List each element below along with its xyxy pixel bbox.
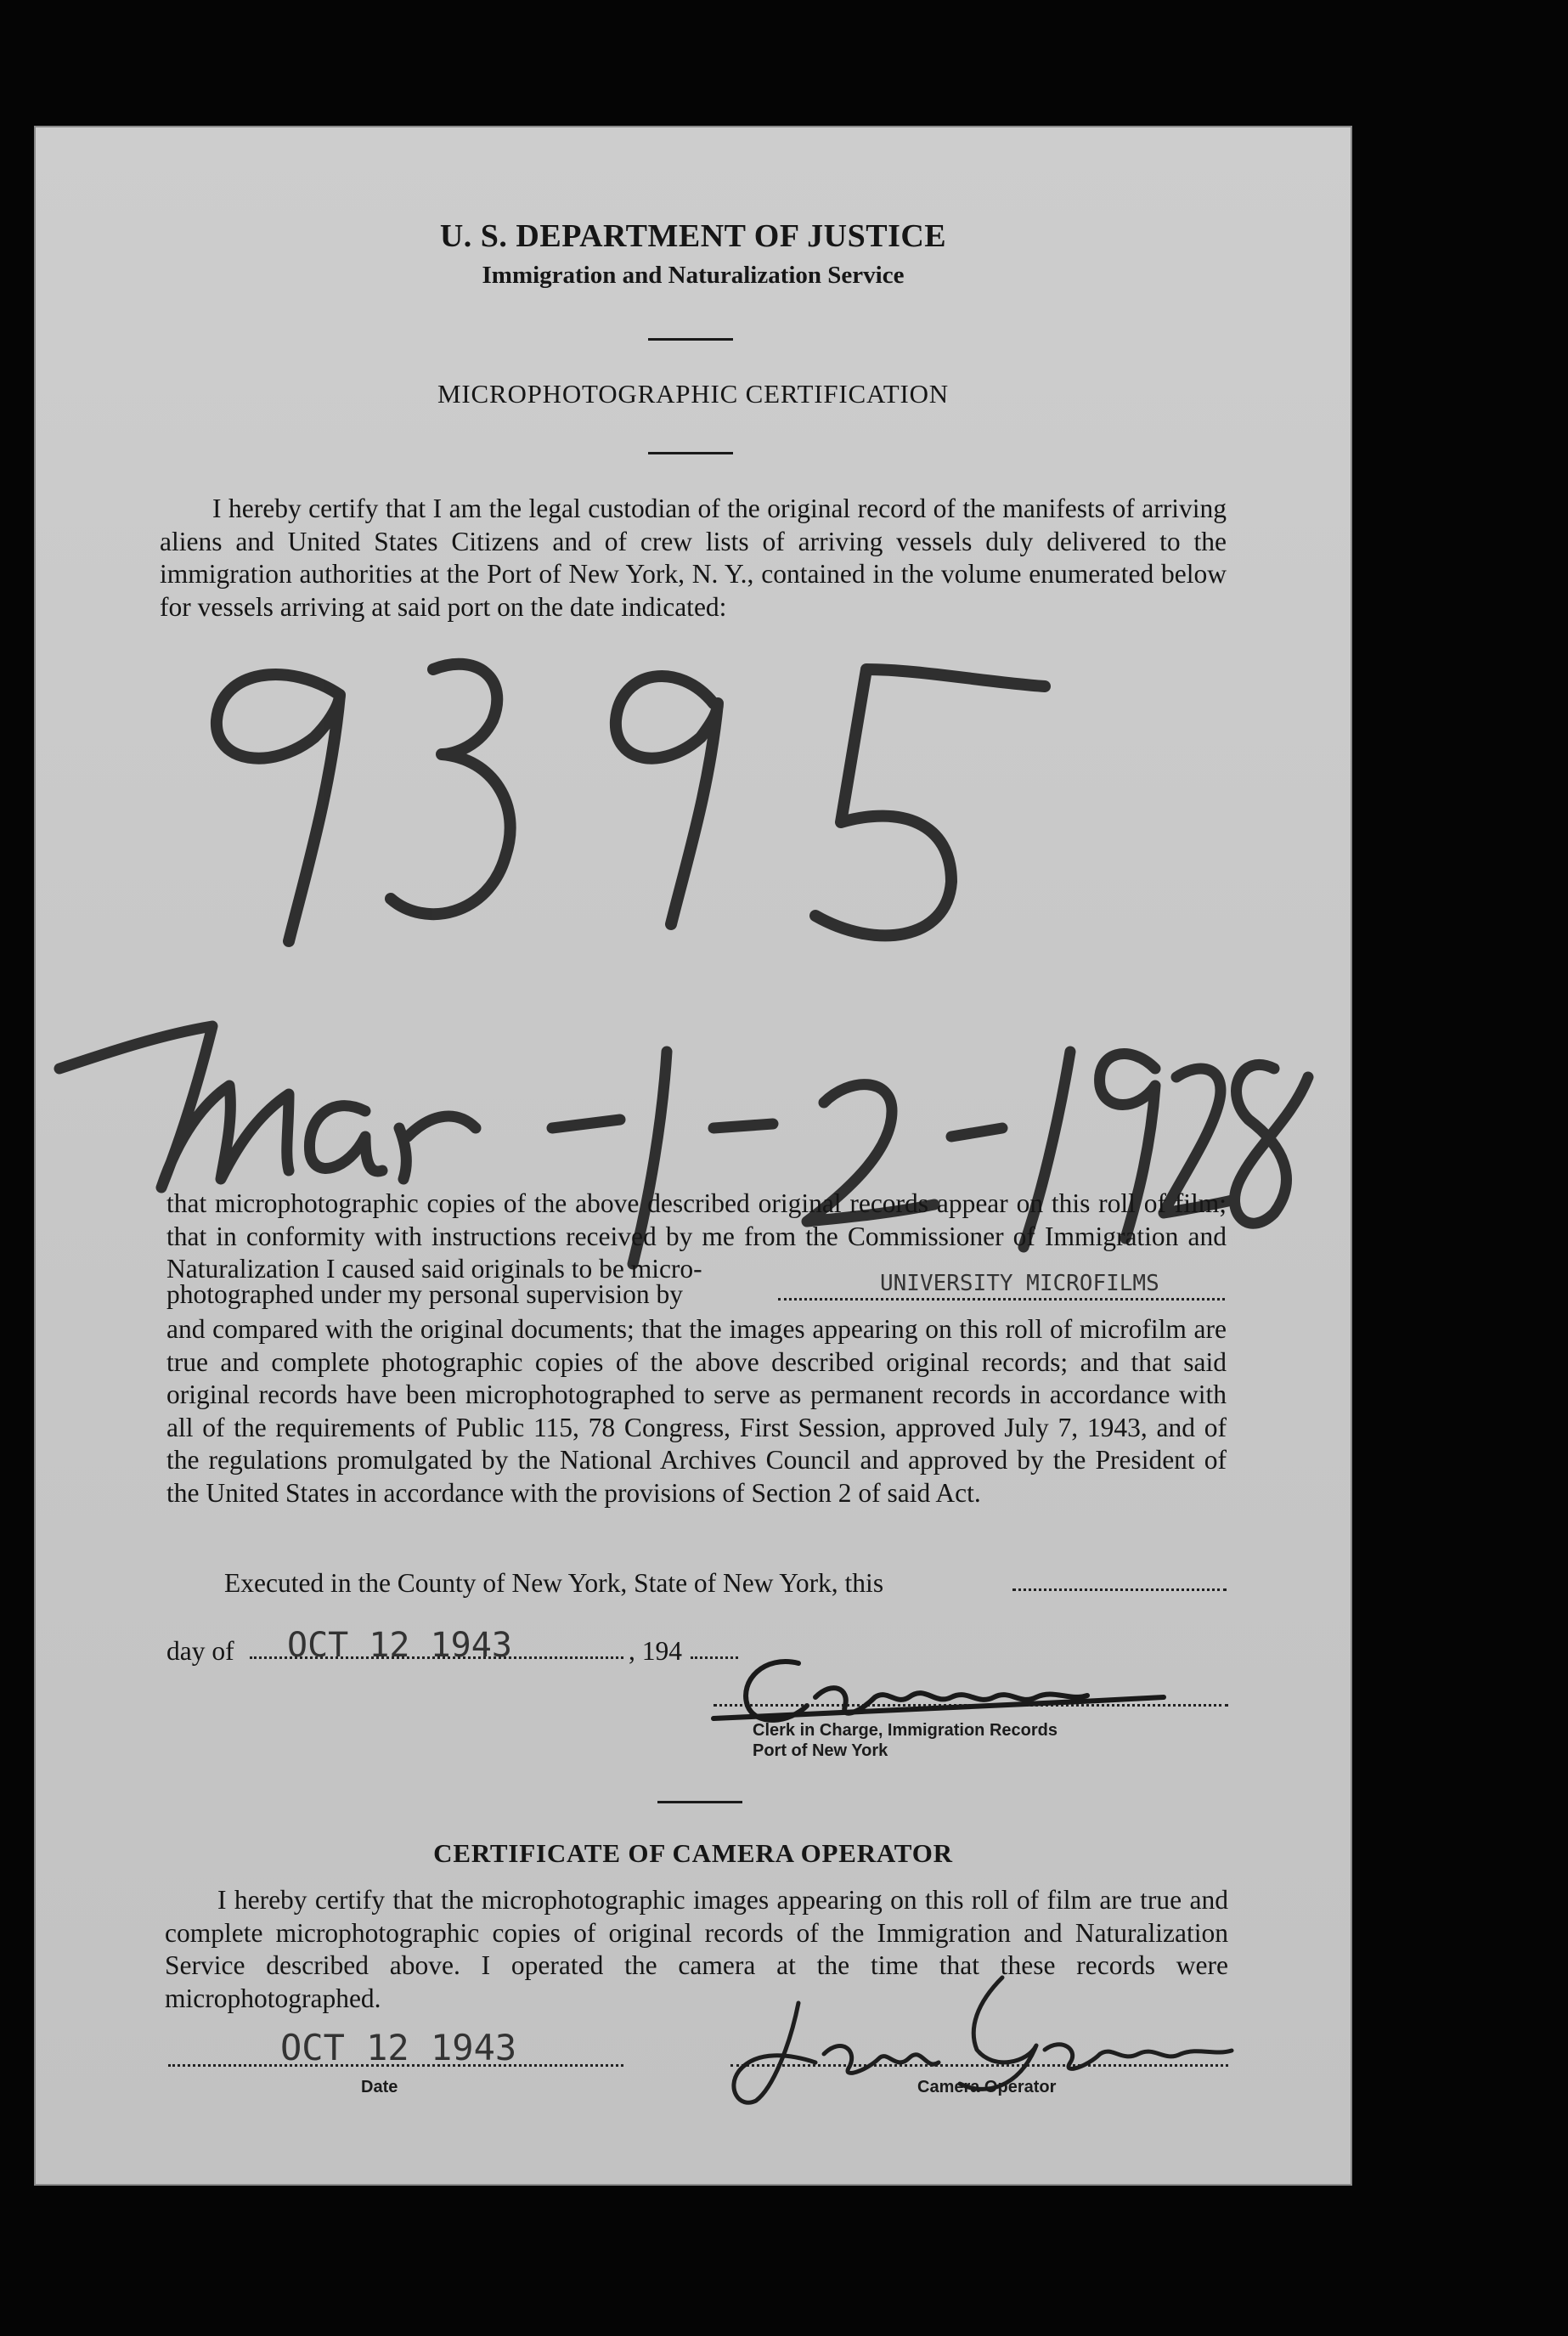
camera-certificate-title: CERTIFICATE OF CAMERA OPERATOR (433, 1838, 953, 1868)
year-prefix: 194 (641, 1636, 682, 1666)
supervision-line (166, 1271, 1227, 1313)
certification-intro: I hereby certify that I am the legal custodian of the original record of the manifests of arriving aliens and United States Citizens and of crew lists of arriving vessels duly delivered to the immigration authorities at the Port of New York, N. Y., contained in the volume enumerated below for vessels arriving at said port on the date indicated: (160, 494, 1227, 622)
service-subtitle: Immigration and Naturalization Service (482, 262, 905, 289)
dotted-leader (778, 1298, 1225, 1301)
executed-text: Executed in the County of New York, State of New York, this (224, 1568, 884, 1598)
certification-body-1: that microphotographic copies of the above described original records appear on this roll of film; that in conformity with instructions received by me from the Commissioner of Immigration and Naturalization I caused said originals to be micro- (166, 1188, 1227, 1284)
camera-certificate-text: I hereby certify that the microphotographic images appearing on this roll of film are true and complete microphotographic copies of original records of the Immigration and Naturalization Service described above. I operated the camera at the time that these records were microphotographed. (165, 1885, 1228, 2013)
signature-caption-title: Clerk in Charge, Immigration Records (753, 1721, 1058, 1740)
executed-line (224, 1568, 1228, 1599)
divider (657, 1801, 742, 1803)
camera-date-stamp: OCT 12 1943 (280, 2027, 517, 2068)
department-title: U. S. DEPARTMENT OF JUSTICE (439, 218, 947, 254)
divider (648, 452, 733, 454)
certification-body-2: and compared with the original documents; that the images appearing on this roll of microfilm are true and complete photographic copies of the above described original records; and that said original records have been microphotographed to serve as permanent records in accordance with all of the requirements of Public 115, 78 Congress, First Session, approved July 7, 1943, and of the regulations promulgated by the National Archives Council and approved by the President of the United States in accordance with the provisions of Section 2 of said Act. (166, 1314, 1227, 1508)
divider (648, 338, 733, 341)
certificate-page (34, 126, 1352, 2186)
date-label: Date (361, 2078, 398, 2096)
supervision-label: photographed under my personal supervision by (166, 1279, 684, 1309)
signature-caption-port: Port of New York (753, 1741, 888, 1760)
section-title: MICROPHOTOGRAPHIC CERTIFICATION (437, 379, 949, 409)
day-of-label: day of (166, 1636, 234, 1666)
operator-label: Camera Operator (917, 2078, 1057, 2096)
company-stamp: UNIVERSITY MICROFILMS (880, 1271, 1159, 1296)
date-stamp: OCT 12 1943 (287, 1626, 512, 1665)
dotted-leader (1012, 1588, 1227, 1591)
day-of-line: day of OCT 12 1943 , 194 (166, 1636, 812, 1667)
